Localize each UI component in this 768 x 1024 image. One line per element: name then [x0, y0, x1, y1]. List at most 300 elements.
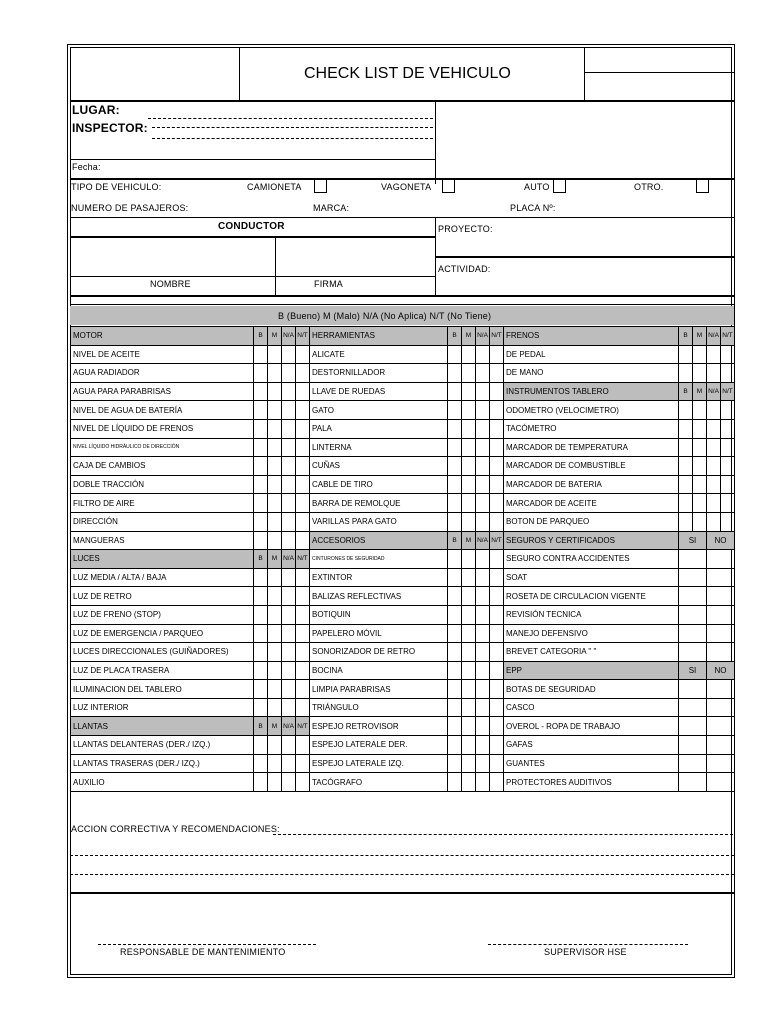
- rating-cell-m[interactable]: [693, 494, 707, 513]
- checklist-row: [310, 698, 504, 717]
- rating-cell-nt[interactable]: [490, 680, 504, 699]
- rating-cell-na[interactable]: [476, 345, 490, 364]
- sino-cell-no[interactable]: [707, 643, 735, 662]
- rating-cell-na[interactable]: [282, 401, 296, 420]
- rating-cell-m[interactable]: [462, 698, 476, 717]
- rating-cell-nt[interactable]: [490, 605, 504, 624]
- rating-cell-m[interactable]: [462, 512, 476, 531]
- rating-cell-b[interactable]: [254, 531, 268, 550]
- checklist-sheet: [67, 44, 735, 978]
- rating-cell-m[interactable]: [462, 494, 476, 513]
- sino-cell-si[interactable]: [679, 550, 707, 569]
- rating-cell-m[interactable]: [268, 754, 282, 773]
- rating-cell-b[interactable]: [448, 401, 462, 420]
- rating-cell-m[interactable]: [268, 364, 282, 383]
- item-label: DIRECCIÓN: [71, 512, 254, 531]
- rating-cell-na[interactable]: [476, 717, 490, 736]
- vagoneta-checkbox[interactable]: [442, 179, 455, 193]
- rating-cell-b[interactable]: [448, 643, 462, 662]
- item-label: NIVEL DE LÍQUIDO DE FRENOS: [71, 419, 254, 438]
- rating-cell-na[interactable]: [282, 736, 296, 755]
- rating-cell-b[interactable]: [448, 568, 462, 587]
- rating-cell-m[interactable]: [693, 457, 707, 476]
- checklist-row: [71, 512, 310, 531]
- rating-cell-b[interactable]: [448, 605, 462, 624]
- rating-cell-na[interactable]: [476, 680, 490, 699]
- rating-header-m: M: [693, 382, 707, 401]
- rating-cell-na[interactable]: [282, 624, 296, 643]
- rating-cell-nt[interactable]: [490, 419, 504, 438]
- rating-header-m: M: [693, 327, 707, 346]
- rating-cell-b[interactable]: [679, 457, 693, 476]
- rating-header-m: M: [268, 550, 282, 569]
- rating-cell-na[interactable]: [707, 438, 721, 457]
- rating-cell-b[interactable]: [254, 624, 268, 643]
- rating-cell-b[interactable]: [254, 382, 268, 401]
- rating-cell-m[interactable]: [268, 736, 282, 755]
- item-label: DESTORNILLADOR: [310, 364, 448, 383]
- rating-cell-nt[interactable]: [296, 457, 310, 476]
- rating-cell-m[interactable]: [268, 457, 282, 476]
- rating-cell-b[interactable]: [254, 457, 268, 476]
- rating-cell-nt[interactable]: [296, 773, 310, 792]
- rating-cell-na[interactable]: [476, 494, 490, 513]
- rating-cell-na[interactable]: [476, 773, 490, 792]
- rating-cell-b[interactable]: [254, 643, 268, 662]
- rating-cell-nt[interactable]: [296, 624, 310, 643]
- rating-cell-nt[interactable]: [296, 475, 310, 494]
- rating-cell-na[interactable]: [282, 605, 296, 624]
- rating-cell-nt[interactable]: [490, 438, 504, 457]
- sino-cell-no[interactable]: [707, 680, 735, 699]
- rating-cell-na[interactable]: [476, 624, 490, 643]
- rating-cell-nt[interactable]: [721, 475, 735, 494]
- checklist-row: [71, 345, 310, 364]
- checklist-row: [504, 624, 735, 643]
- rating-cell-m[interactable]: [693, 475, 707, 494]
- rating-cell-na[interactable]: [282, 345, 296, 364]
- rating-cell-m[interactable]: [462, 401, 476, 420]
- rating-cell-nt[interactable]: [296, 661, 310, 680]
- rating-cell-b[interactable]: [254, 773, 268, 792]
- rating-cell-m[interactable]: [462, 736, 476, 755]
- rating-cell-nt[interactable]: [490, 773, 504, 792]
- rating-cell-m[interactable]: [462, 419, 476, 438]
- item-label: CAJA DE CAMBIOS: [71, 457, 254, 476]
- rating-cell-nt[interactable]: [490, 587, 504, 606]
- rating-cell-b[interactable]: [448, 419, 462, 438]
- checklist-row: [71, 661, 310, 680]
- rating-cell-m[interactable]: [268, 438, 282, 457]
- rating-cell-nt[interactable]: [296, 736, 310, 755]
- item-label: DOBLE TRACCIÓN: [71, 475, 254, 494]
- lugar-field[interactable]: [148, 118, 433, 119]
- rating-cell-m[interactable]: [462, 754, 476, 773]
- rating-cell-na[interactable]: [476, 698, 490, 717]
- checklist-row: [71, 475, 310, 494]
- rating-cell-nt[interactable]: [296, 382, 310, 401]
- rating-cell-nt[interactable]: [296, 587, 310, 606]
- rating-cell-na[interactable]: [282, 531, 296, 550]
- rating-cell-m[interactable]: [268, 475, 282, 494]
- rating-cell-nt[interactable]: [296, 643, 310, 662]
- rating-cell-na[interactable]: [707, 494, 721, 513]
- rating-cell-m[interactable]: [462, 605, 476, 624]
- rating-cell-b[interactable]: [448, 661, 462, 680]
- rating-cell-m[interactable]: [693, 345, 707, 364]
- rating-cell-na[interactable]: [707, 457, 721, 476]
- sino-cell-no[interactable]: [707, 698, 735, 717]
- rating-cell-m[interactable]: [462, 624, 476, 643]
- item-label: MARCADOR DE COMBUSTIBLE: [504, 457, 679, 476]
- rating-cell-na[interactable]: [707, 401, 721, 420]
- rating-cell-na[interactable]: [476, 512, 490, 531]
- rating-cell-nt[interactable]: [296, 680, 310, 699]
- rating-cell-nt[interactable]: [296, 605, 310, 624]
- rating-cell-na[interactable]: [476, 364, 490, 383]
- rating-cell-nt[interactable]: [490, 494, 504, 513]
- rating-cell-b[interactable]: [679, 475, 693, 494]
- item-label: GAFAS: [504, 736, 679, 755]
- sino-cell-si[interactable]: [679, 717, 707, 736]
- rating-header-nt: N/T: [721, 382, 735, 401]
- item-label: LUZ INTERIOR: [71, 698, 254, 717]
- sino-cell-no[interactable]: [707, 754, 735, 773]
- rating-cell-na[interactable]: [707, 364, 721, 383]
- rating-cell-b[interactable]: [448, 475, 462, 494]
- rating-cell-m[interactable]: [268, 568, 282, 587]
- sino-cell-si[interactable]: [679, 698, 707, 717]
- rating-cell-b[interactable]: [448, 382, 462, 401]
- conductor-label: CONDUCTOR: [218, 221, 285, 232]
- item-label: SOAT: [504, 568, 679, 587]
- sino-cell-si[interactable]: [679, 587, 707, 606]
- rating-cell-na[interactable]: [282, 754, 296, 773]
- checklist-row: [504, 773, 735, 792]
- rating-cell-na[interactable]: [476, 605, 490, 624]
- rating-cell-m[interactable]: [693, 401, 707, 420]
- rating-cell-b[interactable]: [448, 587, 462, 606]
- rating-cell-nt[interactable]: [490, 624, 504, 643]
- rating-cell-b[interactable]: [679, 419, 693, 438]
- auto-checkbox[interactable]: [553, 179, 566, 193]
- item-label: LIMPIA PARABRISAS: [310, 680, 448, 699]
- rating-cell-m[interactable]: [268, 382, 282, 401]
- item-label: BREVET CATEGORIA " ": [504, 643, 679, 662]
- sino-cell-no[interactable]: [707, 587, 735, 606]
- rating-cell-b[interactable]: [254, 754, 268, 773]
- rating-cell-m[interactable]: [462, 364, 476, 383]
- rating-cell-nt[interactable]: [721, 345, 735, 364]
- rating-cell-nt[interactable]: [490, 475, 504, 494]
- rating-cell-b[interactable]: [448, 345, 462, 364]
- inspector-field[interactable]: [152, 127, 433, 128]
- rating-cell-b[interactable]: [254, 698, 268, 717]
- rating-cell-m[interactable]: [268, 643, 282, 662]
- proyecto-label: PROYECTO:: [438, 224, 493, 234]
- sino-cell-si[interactable]: [679, 643, 707, 662]
- rating-cell-b[interactable]: [254, 587, 268, 606]
- rating-cell-m[interactable]: [462, 345, 476, 364]
- rating-cell-nt[interactable]: [490, 364, 504, 383]
- sino-cell-no[interactable]: [707, 773, 735, 792]
- item-label: NIVEL DE ACEITE: [71, 345, 254, 364]
- checklist-row: [310, 512, 504, 531]
- rating-cell-na[interactable]: [476, 661, 490, 680]
- sino-cell-no[interactable]: [707, 717, 735, 736]
- rating-cell-nt[interactable]: [721, 438, 735, 457]
- rating-cell-m[interactable]: [462, 550, 476, 569]
- rating-cell-na[interactable]: [282, 587, 296, 606]
- rating-cell-m[interactable]: [462, 587, 476, 606]
- checklist-row: [71, 773, 310, 792]
- rating-cell-b[interactable]: [254, 680, 268, 699]
- rating-cell-m[interactable]: [268, 624, 282, 643]
- rating-cell-na[interactable]: [282, 698, 296, 717]
- rating-cell-m[interactable]: [462, 661, 476, 680]
- rating-cell-b[interactable]: [254, 736, 268, 755]
- rating-cell-na[interactable]: [282, 512, 296, 531]
- sino-cell-si[interactable]: [679, 773, 707, 792]
- rating-cell-m[interactable]: [693, 438, 707, 457]
- checklist-row: [504, 587, 735, 606]
- rating-cell-na[interactable]: [476, 587, 490, 606]
- rating-cell-nt[interactable]: [490, 512, 504, 531]
- sino-cell-si[interactable]: [679, 680, 707, 699]
- rating-cell-nt[interactable]: [490, 550, 504, 569]
- sino-cell-si[interactable]: [679, 605, 707, 624]
- rating-cell-na[interactable]: [282, 419, 296, 438]
- rating-cell-nt[interactable]: [490, 382, 504, 401]
- camioneta-checkbox[interactable]: [314, 179, 327, 193]
- item-label: LUZ DE EMERGENCIA / PARQUEO: [71, 624, 254, 643]
- rating-header-m: M: [268, 717, 282, 736]
- sino-header-no: NO: [707, 531, 735, 550]
- rating-cell-na[interactable]: [282, 773, 296, 792]
- rating-cell-m[interactable]: [693, 419, 707, 438]
- rating-cell-b[interactable]: [679, 438, 693, 457]
- rating-cell-b[interactable]: [254, 605, 268, 624]
- sino-cell-si[interactable]: [679, 624, 707, 643]
- supervisor-signature-line[interactable]: [488, 944, 688, 945]
- rating-cell-na[interactable]: [282, 438, 296, 457]
- rating-cell-m[interactable]: [268, 419, 282, 438]
- rating-cell-b[interactable]: [679, 345, 693, 364]
- sino-cell-si[interactable]: [679, 736, 707, 755]
- rating-cell-na[interactable]: [476, 438, 490, 457]
- rating-cell-m[interactable]: [268, 512, 282, 531]
- rating-cell-na[interactable]: [476, 401, 490, 420]
- rating-header-b: B: [448, 327, 462, 346]
- rating-cell-b[interactable]: [254, 401, 268, 420]
- checklist-row: [71, 605, 310, 624]
- rating-cell-b[interactable]: [448, 457, 462, 476]
- rating-cell-nt[interactable]: [490, 457, 504, 476]
- rating-cell-na[interactable]: [707, 345, 721, 364]
- rating-cell-nt[interactable]: [490, 345, 504, 364]
- rating-cell-m[interactable]: [462, 643, 476, 662]
- rating-cell-na[interactable]: [707, 512, 721, 531]
- rating-cell-na[interactable]: [282, 680, 296, 699]
- rating-cell-m[interactable]: [693, 512, 707, 531]
- rating-cell-nt[interactable]: [296, 698, 310, 717]
- rating-cell-b[interactable]: [254, 419, 268, 438]
- rating-cell-nt[interactable]: [490, 401, 504, 420]
- rating-cell-na[interactable]: [476, 736, 490, 755]
- rating-cell-b[interactable]: [448, 550, 462, 569]
- item-label: PAPELERO MÓVIL: [310, 624, 448, 643]
- rating-cell-nt[interactable]: [490, 568, 504, 587]
- rating-cell-m[interactable]: [268, 494, 282, 513]
- rating-cell-nt[interactable]: [721, 494, 735, 513]
- rating-cell-b[interactable]: [448, 773, 462, 792]
- item-label: TACÓMETRO: [504, 419, 679, 438]
- rating-cell-m[interactable]: [462, 457, 476, 476]
- rating-cell-m[interactable]: [693, 364, 707, 383]
- rating-cell-b[interactable]: [448, 680, 462, 699]
- rating-cell-b[interactable]: [448, 717, 462, 736]
- rating-cell-m[interactable]: [268, 773, 282, 792]
- rating-cell-m[interactable]: [462, 717, 476, 736]
- rating-cell-nt[interactable]: [296, 419, 310, 438]
- rating-cell-m[interactable]: [268, 587, 282, 606]
- rating-cell-na[interactable]: [476, 643, 490, 662]
- checklist-column-3: [503, 326, 735, 792]
- rating-header-na: N/A: [282, 550, 296, 569]
- rating-cell-b[interactable]: [254, 438, 268, 457]
- rating-cell-b[interactable]: [254, 661, 268, 680]
- rating-cell-m[interactable]: [268, 605, 282, 624]
- sino-cell-si[interactable]: [679, 754, 707, 773]
- rating-cell-nt[interactable]: [296, 438, 310, 457]
- rating-cell-m[interactable]: [462, 773, 476, 792]
- rating-cell-na[interactable]: [476, 568, 490, 587]
- rating-cell-b[interactable]: [448, 698, 462, 717]
- rating-cell-b[interactable]: [254, 568, 268, 587]
- rating-cell-na[interactable]: [476, 475, 490, 494]
- checklist-row: [504, 680, 735, 699]
- checklist-row: [504, 457, 735, 476]
- rating-cell-b[interactable]: [448, 494, 462, 513]
- rating-cell-na[interactable]: [476, 382, 490, 401]
- section-header-label: ACCESORIOS: [310, 531, 448, 550]
- rating-cell-m[interactable]: [462, 382, 476, 401]
- legend: B (Bueno) M (Malo) N/A (No Aplica) N/T (No Tiene): [278, 311, 492, 321]
- rating-cell-b[interactable]: [679, 401, 693, 420]
- rating-cell-m[interactable]: [462, 475, 476, 494]
- rating-header-nt: N/T: [296, 550, 310, 569]
- rating-cell-b[interactable]: [448, 438, 462, 457]
- rating-cell-nt[interactable]: [490, 717, 504, 736]
- sino-cell-no[interactable]: [707, 624, 735, 643]
- rating-cell-na[interactable]: [282, 382, 296, 401]
- rating-cell-nt[interactable]: [721, 401, 735, 420]
- checklist-row: [310, 717, 504, 736]
- rating-cell-b[interactable]: [448, 736, 462, 755]
- item-label: ESPEJO RETROVISOR: [310, 717, 448, 736]
- rating-cell-nt[interactable]: [296, 754, 310, 773]
- rating-cell-na[interactable]: [476, 550, 490, 569]
- section-header-row: [310, 327, 504, 346]
- rating-cell-nt[interactable]: [296, 494, 310, 513]
- rating-cell-m[interactable]: [268, 680, 282, 699]
- sino-cell-no[interactable]: [707, 550, 735, 569]
- sino-cell-no[interactable]: [707, 568, 735, 587]
- rating-cell-nt[interactable]: [490, 643, 504, 662]
- rating-cell-na[interactable]: [282, 661, 296, 680]
- rating-cell-m[interactable]: [462, 680, 476, 699]
- rating-cell-b[interactable]: [254, 345, 268, 364]
- rating-cell-nt[interactable]: [296, 345, 310, 364]
- rating-cell-b[interactable]: [679, 364, 693, 383]
- rating-cell-na[interactable]: [476, 457, 490, 476]
- rating-cell-na[interactable]: [282, 494, 296, 513]
- rating-cell-b[interactable]: [254, 475, 268, 494]
- rating-cell-b[interactable]: [679, 512, 693, 531]
- rating-cell-m[interactable]: [268, 401, 282, 420]
- rating-cell-nt[interactable]: [296, 568, 310, 587]
- rating-cell-nt[interactable]: [721, 512, 735, 531]
- rating-cell-nt[interactable]: [721, 457, 735, 476]
- rating-cell-na[interactable]: [707, 475, 721, 494]
- rating-cell-na[interactable]: [476, 754, 490, 773]
- rating-cell-b[interactable]: [448, 364, 462, 383]
- section-header-label: MOTOR: [71, 327, 254, 346]
- rating-cell-na[interactable]: [282, 643, 296, 662]
- rating-cell-b[interactable]: [448, 754, 462, 773]
- rating-cell-nt[interactable]: [490, 698, 504, 717]
- sino-cell-no[interactable]: [707, 605, 735, 624]
- rating-cell-nt[interactable]: [490, 661, 504, 680]
- rating-cell-b[interactable]: [254, 364, 268, 383]
- resp-mant-signature-line[interactable]: [98, 944, 316, 945]
- rating-cell-m[interactable]: [268, 531, 282, 550]
- rating-cell-m[interactable]: [462, 568, 476, 587]
- rating-cell-b[interactable]: [254, 494, 268, 513]
- rating-cell-nt[interactable]: [296, 512, 310, 531]
- rating-cell-m[interactable]: [268, 345, 282, 364]
- rating-cell-na[interactable]: [282, 568, 296, 587]
- rating-cell-b[interactable]: [254, 512, 268, 531]
- rating-cell-nt[interactable]: [721, 419, 735, 438]
- rating-cell-nt[interactable]: [721, 364, 735, 383]
- rating-cell-nt[interactable]: [296, 531, 310, 550]
- rating-cell-na[interactable]: [476, 419, 490, 438]
- rating-cell-na[interactable]: [282, 457, 296, 476]
- checklist-row: [71, 531, 310, 550]
- rating-cell-b[interactable]: [448, 512, 462, 531]
- rating-cell-nt[interactable]: [490, 736, 504, 755]
- rating-cell-m[interactable]: [462, 438, 476, 457]
- rating-cell-nt[interactable]: [296, 364, 310, 383]
- rating-cell-nt[interactable]: [490, 754, 504, 773]
- checklist-row: [71, 494, 310, 513]
- sino-cell-no[interactable]: [707, 736, 735, 755]
- rating-cell-b[interactable]: [448, 624, 462, 643]
- rating-cell-na[interactable]: [707, 419, 721, 438]
- rating-cell-b[interactable]: [679, 494, 693, 513]
- otro-checkbox[interactable]: [696, 179, 709, 193]
- rating-cell-nt[interactable]: [296, 401, 310, 420]
- rating-header-nt: N/T: [721, 327, 735, 346]
- rating-cell-na[interactable]: [282, 364, 296, 383]
- rating-cell-na[interactable]: [282, 475, 296, 494]
- rating-cell-m[interactable]: [268, 661, 282, 680]
- item-label: OVEROL - ROPA DE TRABAJO: [504, 717, 679, 736]
- acciones-field[interactable]: [273, 834, 733, 835]
- rating-cell-m[interactable]: [268, 698, 282, 717]
- sino-cell-si[interactable]: [679, 568, 707, 587]
